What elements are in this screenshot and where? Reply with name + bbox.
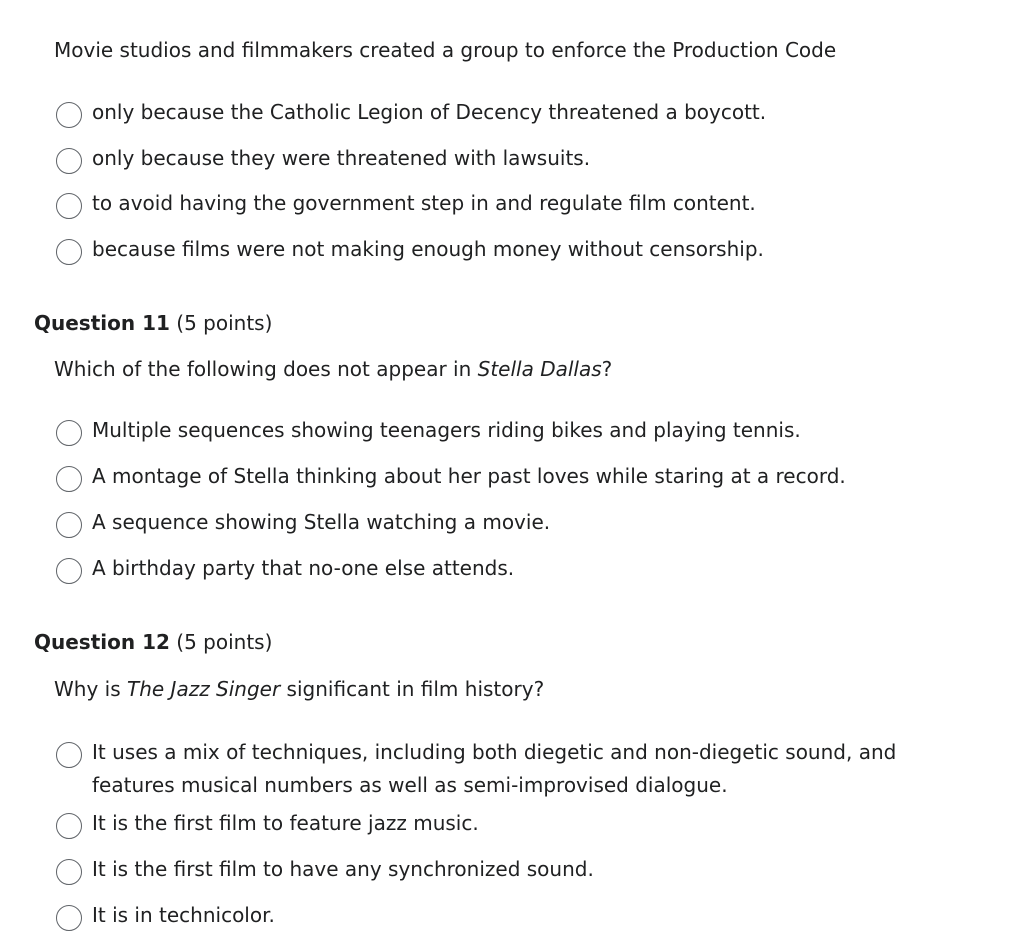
radio-button[interactable] <box>56 558 82 584</box>
question-points: (5 points) <box>176 630 273 654</box>
film-title: Stella Dallas <box>477 357 602 381</box>
radio-button[interactable] <box>56 466 82 492</box>
q12-option-4[interactable] <box>56 903 956 932</box>
radio-button[interactable] <box>56 420 82 446</box>
q11-prompt <box>54 355 612 383</box>
q12-option-3[interactable] <box>56 857 956 886</box>
option-label: to avoid having the government step in and regulate film content. <box>92 191 756 215</box>
radio-button[interactable] <box>56 148 82 174</box>
q10-option-3[interactable] <box>56 191 956 220</box>
option-label: It is the first film to have any synchronized sound. <box>92 857 594 881</box>
option-label: only because the Catholic Legion of Decency threatened a boycott. <box>92 100 767 124</box>
radio-button[interactable] <box>56 193 82 219</box>
radio-button[interactable] <box>56 859 82 885</box>
option-label: It is in technicolor. <box>92 903 275 927</box>
q11-option-2[interactable] <box>56 464 956 493</box>
q11-option-4[interactable] <box>56 556 956 585</box>
radio-button[interactable] <box>56 239 82 265</box>
q12-option-1[interactable] <box>56 740 956 802</box>
option-label: only because they were threatened with lawsuits. <box>92 146 591 170</box>
question-points: (5 points) <box>176 311 273 335</box>
q11-option-3[interactable] <box>56 510 956 539</box>
option-label: A birthday party that no-one else attends. <box>92 556 515 580</box>
option-label: because films were not making enough money without censorship. <box>92 237 764 261</box>
q12-header <box>34 628 272 656</box>
radio-button[interactable] <box>56 102 82 128</box>
option-label: It is the first film to feature jazz music. <box>92 811 479 835</box>
option-label: Multiple sequences showing teenagers riding bikes and playing tennis. <box>92 418 801 442</box>
question-title: Question 11 <box>34 311 170 335</box>
film-title: The Jazz Singer <box>126 677 281 701</box>
radio-button[interactable] <box>56 813 82 839</box>
radio-button[interactable] <box>56 905 82 931</box>
option-label: A montage of Stella thinking about her past loves while staring at a record. <box>92 464 846 488</box>
q10-option-4[interactable] <box>56 237 956 266</box>
option-label: A sequence showing Stella watching a movie. <box>92 510 551 534</box>
prompt-text: Which of the following does not appear in <box>54 357 478 381</box>
radio-button[interactable] <box>56 742 82 768</box>
q10-option-2[interactable] <box>56 146 956 175</box>
prompt-end: significant in film history? <box>280 677 545 701</box>
prompt-text: Why is <box>54 677 127 701</box>
q11-option-1[interactable] <box>56 418 956 447</box>
q12-option-2[interactable] <box>56 811 956 840</box>
prompt-end: ? <box>601 357 613 381</box>
q10-option-1[interactable] <box>56 100 956 129</box>
q11-header <box>34 309 272 337</box>
question-title: Question 12 <box>34 630 170 654</box>
radio-button[interactable] <box>56 512 82 538</box>
option-label: It uses a mix of techniques, including both diegetic and non-diegetic sound, and features musical numbers as well as semi-improvised dialogue. <box>92 740 897 797</box>
q12-prompt <box>54 675 544 703</box>
q10-prompt: Movie studios and filmmakers created a group to enforce the Production Code <box>54 38 837 62</box>
